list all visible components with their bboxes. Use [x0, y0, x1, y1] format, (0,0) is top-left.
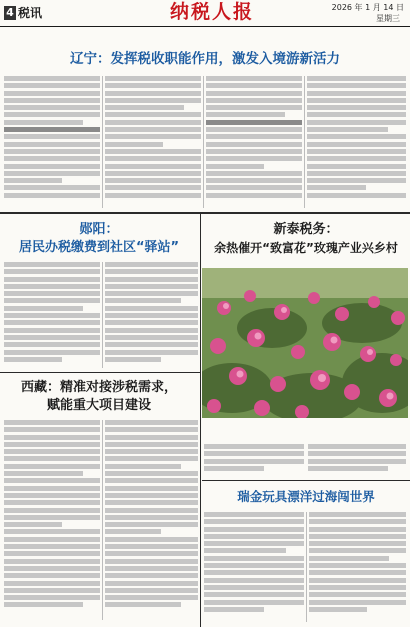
body-liaoning-col4 — [307, 76, 406, 208]
body-xintai-col1 — [204, 444, 304, 478]
section-rule — [0, 372, 200, 373]
body-hanyang-col2 — [105, 262, 198, 368]
column-divider — [102, 420, 103, 620]
body-liaoning-col2 — [105, 76, 201, 208]
column-divider — [306, 512, 307, 622]
body-hanyang-col1 — [4, 262, 100, 368]
headline-xizang-line2: 赋能重大项目建设 — [46, 398, 151, 413]
headline-hanyang-line1: 郧阳： — [79, 222, 119, 237]
headline-xintai-line2: 余热催开“致富花”玫瑰产业兴乡村 — [214, 241, 398, 255]
headline-xintai-line1: 新泰税务： — [273, 222, 339, 237]
page-vertical-divider — [200, 214, 201, 627]
headline-liaoning: 辽宁：发挥税收职能作用，激发入境游新活力 — [70, 51, 340, 67]
body-xizang-col1 — [4, 420, 100, 620]
photo-caption — [204, 420, 408, 440]
body-xizang-col2 — [105, 420, 198, 620]
section-label: 税讯 — [18, 6, 43, 20]
section-rule — [0, 212, 410, 214]
body-xintai-col2 — [308, 444, 406, 478]
body-ruijin-col2 — [309, 512, 406, 622]
rose-field-photo — [202, 268, 408, 418]
column-divider — [102, 262, 103, 368]
section-rule — [202, 480, 410, 481]
headline-xizang-line1: 西藏：精准对接涉税需求， — [20, 380, 177, 395]
column-divider — [304, 76, 305, 208]
body-liaoning-col1 — [4, 76, 100, 208]
body-ruijin-col1 — [204, 512, 304, 622]
column-divider — [203, 76, 204, 208]
column-divider — [102, 76, 103, 208]
issue-date: 2026 年 1 月 14 日 — [331, 3, 404, 12]
masthead-logo: 纳税人报 — [170, 1, 255, 23]
body-liaoning-col3 — [206, 76, 302, 208]
headline-hanyang-line2: 居民办税缴费到社区“驿站” — [18, 240, 180, 255]
page-header — [0, 0, 410, 27]
issue-weekday: 星期三 — [376, 14, 400, 23]
section-number: 4 — [4, 6, 16, 20]
headline-ruijin: 瑞金玩具漂洋过海闯世界 — [237, 489, 375, 504]
